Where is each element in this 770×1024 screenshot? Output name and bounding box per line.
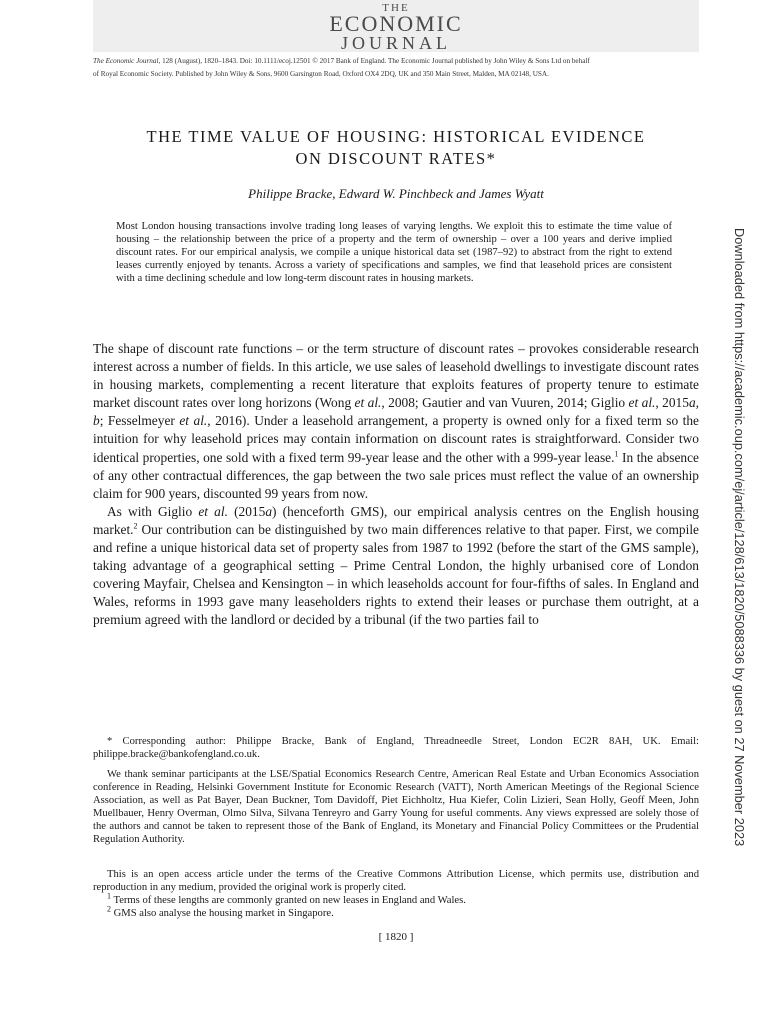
p1-text-a: The shape of discount rate functions – or the term structure of discount rates – provokes considerable research interest across a number of fields. In this article, we use sales of leasehold dwellings to investigate discount rates in housing markets, complementing a recent literature that exploits features of property tenure to estimate market discount rates over long horizons (Wong: [93, 341, 699, 411]
title-line-1: THE TIME VALUE OF HOUSING: HISTORICAL EVIDENCE: [146, 127, 646, 146]
p1-text-e: , 2016). Under a leasehold arrangement, a property is owned only for a fixed term so the intuition for why leasehold prices may contain information on discount rates is straightforward. Consider two identical properties, one sold with a fixed term 99-year lease and the other with a 999-year lease.: [93, 413, 700, 465]
title-line-2: ON DISCOUNT RATES*: [295, 149, 497, 168]
page-number: [ 1820 ]: [378, 931, 414, 943]
download-watermark-text: Downloaded from https://academic.oup.com/ej/article/128/613/1820/5088336 by guest on 27 November 2023: [732, 228, 747, 847]
footnote-1-text: Terms of these lengths are commonly granted on new leases in England and Wales.: [113, 895, 466, 906]
p1-year-suffix: a, b: [93, 395, 699, 429]
download-watermark: [728, 228, 748, 847]
footnote-1: [93, 891, 699, 907]
p1-etal-2: et al.: [628, 395, 656, 411]
p2-text-a: As with Giglio: [107, 503, 199, 519]
footnote-2: [93, 904, 699, 920]
masthead-the: THE: [382, 2, 410, 14]
footnote-2-number: 2: [107, 904, 111, 914]
p2-text-b: (2015: [227, 503, 266, 519]
paragraph-2: [93, 503, 699, 630]
pubinfo-line2: of Royal Economic Society. Published by John Wiley & Sons, 9600 Garsington Road, Oxford OX4 2DQ, UK and 350 Main Street, Malden, MA 02148, USA.: [93, 70, 549, 78]
masthead-economic: ECONOMIC: [329, 11, 463, 36]
footnote-1-number: 1: [107, 891, 111, 901]
publication-info: [93, 55, 699, 81]
p1-text-f: In the absence of any other contractual differences, the gap between the two sale prices must reflect the value of an ownership claim for 900 years, discounted 99 years from now.: [93, 449, 699, 501]
footnote-acknowledgements: [93, 768, 699, 846]
footnote-corresponding-author: [93, 735, 699, 761]
abstract: Most London housing transactions involve trading long leases of varying lengths. We exploit this to estimate the time value of housing – the relationship between the price of a property and the term of ownership – over a 100 years and derive implied discount rates. For our empirical analysis, we compile a unique historical data set (1987–92) to abstract from the right to extend leases currently enjoyed by tenants. Across a variety of specifications and samples, we find that leasehold prices are consistent with a time declining schedule and low long-term discount rates in housing markets.: [116, 221, 672, 284]
journal-masthead: [93, 0, 699, 52]
acknowledgements-text: We thank seminar participants at the LSE/Spatial Economics Research Centre, American Real Estate and Urban Economics Association conference in Reading, Helsinki Government Institute for Economic Research (VATT), North American Meetings of the Regional Science Association, as well as Pat Bayer, Dean Buckner, Tom Davidoff, Piet Eichholtz, Hua Kiefer, Colin Lizieri, Sean Holly, Geoff Meen, John Muellbauer, Henry Overman, Olmo Silva, Silvana Tenreyro and Garry Young for useful comments. Any views expressed are solely those of the authors and cannot be taken to represent those of the Bank of England, its Monetary and Financial Policy Committees or the Prudential Regulation Authority.: [93, 769, 699, 845]
footnote-2-text: GMS also analyse the housing market in Singapore.: [113, 908, 334, 919]
license-text: This is an open access article under the terms of the Creative Commons Attribution License, which permits use, distribution and reproduction in any medium, provided the original work is properly cited.: [93, 869, 699, 893]
body-text: [93, 340, 699, 630]
p2-year-suffix: a: [265, 503, 273, 519]
p1-text-c: , 2015: [655, 395, 689, 411]
p1-text-d: ; Fesselmeyer: [99, 413, 180, 429]
p2-text-d: Our contribution can be distinguished by two main differences relative to that paper. First, we compile and refine a unique historical data set of property sales from 1987 to 1992 (before the start of the GMS sample), taking advantage of a geographical setting – Prime Central London, the highly urbanised core of London covering Mayfair, Chelsea and Kensington – in which leaseholds account for four-fifths of sales. In England and Wales, reforms in 1993 gave many leaseholders rights to extend their leases or purchase them outright, at a premium agreed with the landlord or decided by a tribunal (if the two parties fail to: [93, 521, 699, 628]
p1-text-b: , 2008; Gautier and van Vuuren, 2014; Giglio: [381, 395, 629, 411]
corresponding-author-text: * Corresponding author: Philippe Bracke, Bank of England, Threadneedle Street, London EC2R 8AH, UK. Email: philippe.bracke@bankofengland.co.uk.: [93, 736, 699, 760]
article-title: [93, 126, 699, 170]
masthead-journal: JOURNAL: [340, 33, 451, 53]
numbered-footnotes: [93, 891, 699, 920]
p2-etal: et al.: [198, 503, 228, 519]
footnote-ref-1[interactable]: 1: [614, 449, 619, 459]
p2-text-c: ) (henceforth GMS), our empirical analysis centres on the English housing market.: [93, 503, 699, 537]
footnote-ref-2[interactable]: 2: [133, 521, 138, 531]
paragraph-1: [93, 340, 699, 503]
author-list: Philippe Bracke, Edward W. Pinchbeck and James Wyatt: [248, 186, 544, 201]
pubinfo-line1: , 128 (August), 1820–1843. Doi: 10.1111/ecoj.12501 © 2017 Bank of England. The Economic Journal published by John Wiley & Sons Ltd on behalf: [158, 57, 590, 65]
p1-etal-1: et al.: [354, 395, 382, 411]
footnote-license: [93, 868, 699, 894]
p1-etal-3: et al.: [179, 413, 208, 429]
journal-name: The Economic Journal: [93, 57, 159, 65]
